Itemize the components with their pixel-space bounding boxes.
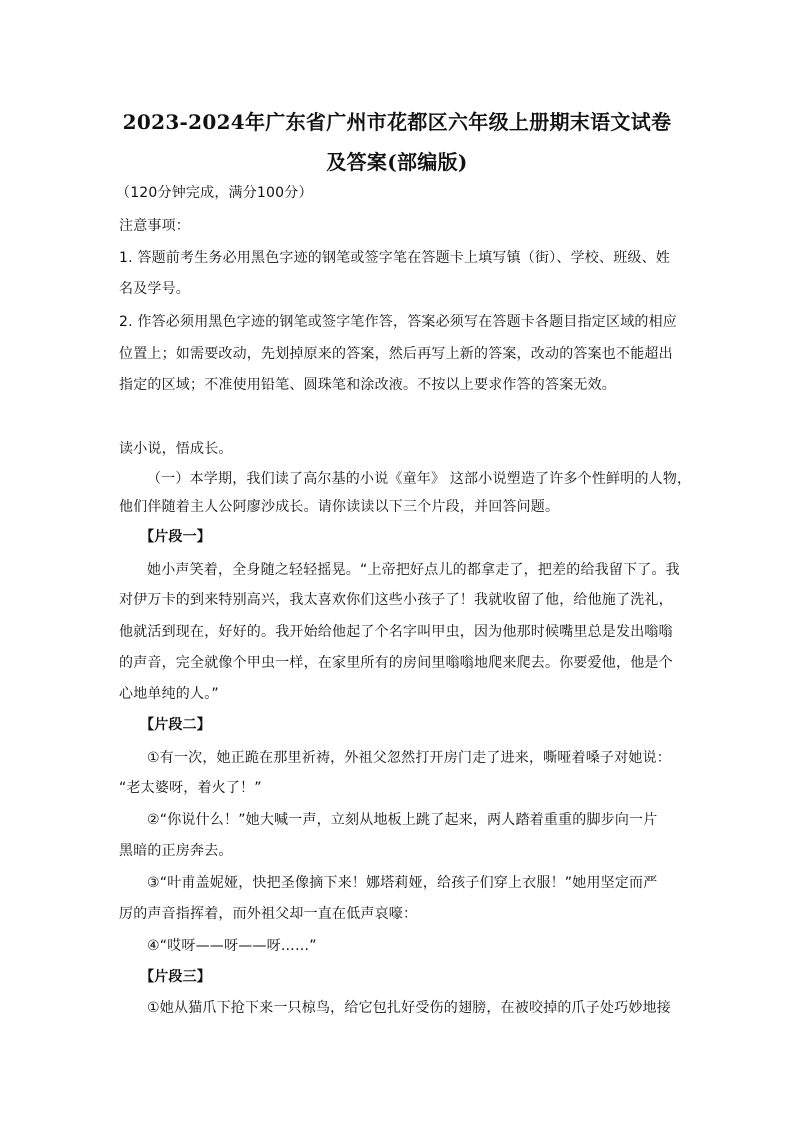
notice-line: 2. 作答必须用黑色字迹的钢笔或签字笔作答，答案必须写在答题卡各题目指定区域的相应 <box>119 314 678 330</box>
excerpt-2-line: ②“你说什么！”她大喊一声，立刻从地板上跳了起来，两人踏着重重的脚步向一片 <box>147 812 658 828</box>
excerpt-2-line: 厉的声音指挥着，而外祖父却一直在低声哀嚎： <box>119 906 418 922</box>
notice-line: 名及学号。 <box>119 281 190 297</box>
document-title-line-1: 2023-2024年广东省广州市花都区六年级上册期末语文试卷 <box>122 110 672 134</box>
section-heading: 读小说，悟成长。 <box>119 441 233 457</box>
excerpt-1-line: 对伊万卡的到来特别高兴，我太喜欢你们这些小孩子了！我就收留了他，给他施了洗礼， <box>119 592 673 608</box>
excerpt-1-line: 她小声笑着，全身随之轻轻摇晃。“上帝把好点儿的都拿走了，把差的给我留下了。我 <box>147 562 680 578</box>
section-intro-line: （一）本学期，我们读了高尔基的小说《童年》 这部小说塑造了许多个性鲜明的人物， <box>147 471 692 487</box>
notice-line: 指定的区域；不准使用铅笔、圆珠笔和涂改液。不按以上要求作答的答案无效。 <box>119 377 616 393</box>
excerpt-2-line: 黑暗的正房奔去。 <box>119 843 233 859</box>
excerpt-2-line: ③“叶甫盖妮娅，快把圣像摘下来！娜塔莉娅，给孩子们穿上衣服！”她用坚定而严 <box>147 875 658 891</box>
exam-meta: （120分钟完成，满分100分） <box>116 185 313 201</box>
section-intro-line: 他们伴随着主人公阿廖沙成长。请你读读以下三个片段，并回答问题。 <box>119 499 560 515</box>
excerpt-1-line: 心地单纯的人。” <box>119 686 219 702</box>
notice-line: 1. 答题前考生务必用黑色字迹的钢笔或签字笔在答题卡上填写镇（街）、学校、班级、姓 <box>119 250 671 266</box>
excerpt-3-label: 【片段三】 <box>140 969 211 985</box>
notice-line: 位置上；如需要改动，先划掉原来的答案，然后再写上新的答案，改动的答案也不能超出 <box>119 346 673 362</box>
excerpt-2-label: 【片段二】 <box>140 717 211 733</box>
excerpt-2-line: ④“哎呀——呀——呀……” <box>147 938 317 954</box>
excerpt-2-line: “老太婆呀，着火了！” <box>119 780 262 796</box>
excerpt-1-line: 的声音，完全就像个甲虫一样，在家里所有的房间里嗡嗡地爬来爬去。你要爱他，他是个 <box>119 655 673 671</box>
notice-heading: 注意事项： <box>119 218 190 234</box>
document-title-line-2: 及答案(部编版) <box>326 150 468 174</box>
excerpt-2-line: ①有一次，她正跪在那里祈祷，外祖父忽然打开房门走了进来，嘶哑着嗓子对她说： <box>147 750 671 766</box>
excerpt-1-label: 【片段一】 <box>140 529 211 545</box>
excerpt-3-line: ①她从猫爪下抢下来一只椋鸟，给它包扎好受伤的翅膀，在被咬掉的爪子处巧妙地接 <box>147 1000 671 1016</box>
excerpt-1-line: 他就活到现在，好好的。我开始给他起了个名字叫甲虫，因为他那时候嘴里总是发出嗡嗡 <box>119 624 673 640</box>
